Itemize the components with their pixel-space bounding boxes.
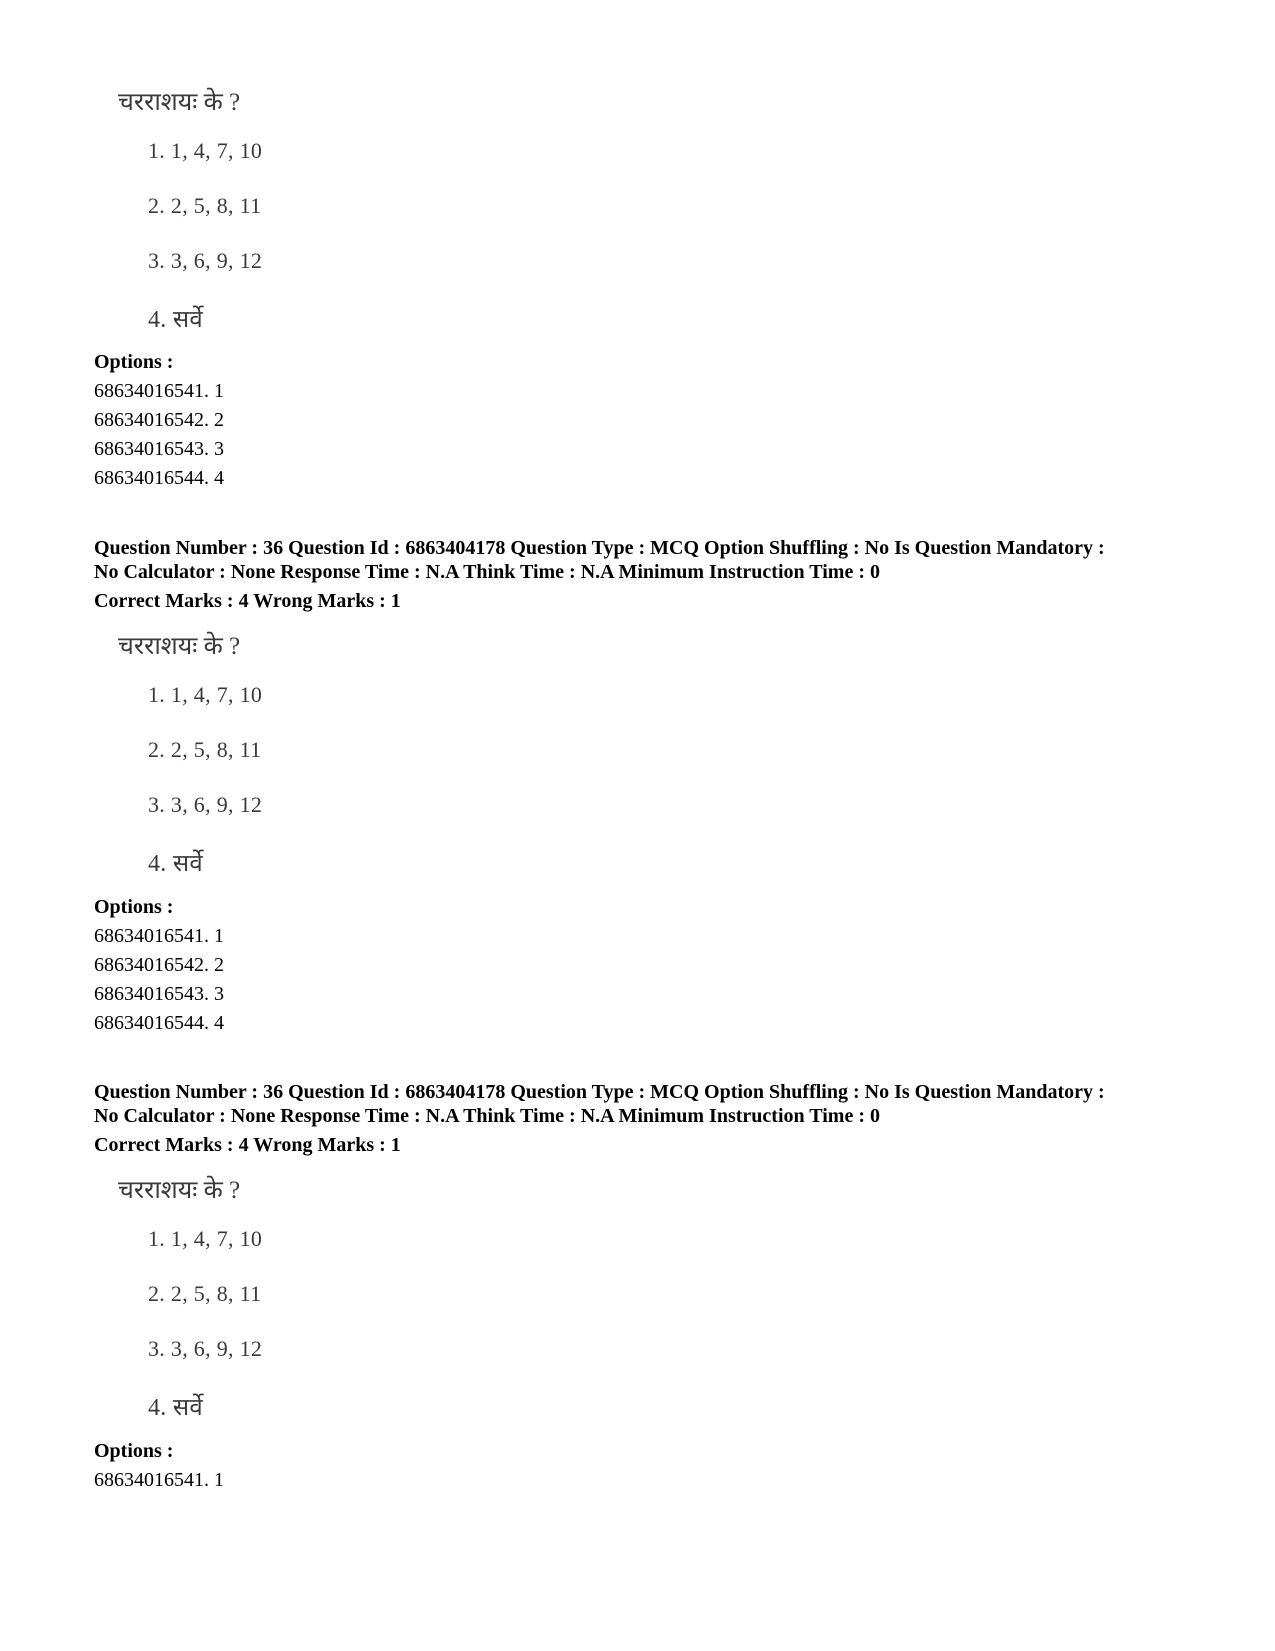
options-label: Options : bbox=[94, 351, 174, 373]
choice-2: 2. 2, 5, 8, 11 bbox=[148, 737, 262, 762]
options-block bbox=[94, 893, 594, 1038]
option-item: 68634016543. 3 bbox=[94, 438, 224, 460]
choice-1: 1. 1, 4, 7, 10 bbox=[148, 1226, 263, 1251]
question-marks: Correct Marks : 4 Wrong Marks : 1 bbox=[94, 1134, 401, 1156]
choice-4: 4. सर्वे bbox=[148, 1395, 204, 1421]
option-item: 68634016543. 3 bbox=[94, 983, 224, 1005]
choice-1: 1. 1, 4, 7, 10 bbox=[148, 682, 263, 707]
choice-3: 3. 3, 6, 9, 12 bbox=[148, 248, 263, 273]
options-label: Options : bbox=[94, 896, 174, 918]
choice-1: 1. 1, 4, 7, 10 bbox=[148, 138, 263, 163]
question-stem: चरराशयः के ? bbox=[118, 633, 241, 660]
question-meta bbox=[94, 536, 1194, 613]
option-item: 68634016541. 1 bbox=[94, 925, 224, 947]
choice-2: 2. 2, 5, 8, 11 bbox=[148, 1281, 262, 1306]
question-stem: चरराशयः के ? bbox=[118, 1177, 241, 1204]
options-label: Options : bbox=[94, 1440, 174, 1462]
option-item: 68634016542. 2 bbox=[94, 409, 224, 431]
question-marks: Correct Marks : 4 Wrong Marks : 1 bbox=[94, 590, 401, 612]
choice-3: 3. 3, 6, 9, 12 bbox=[148, 1336, 263, 1361]
question-meta bbox=[94, 1080, 1194, 1157]
option-item: 68634016541. 1 bbox=[94, 380, 224, 402]
question-stem: चरराशयः के ? bbox=[118, 89, 241, 116]
question-meta-line: Question Number : 36 Question Id : 6863404178 Question Type : MCQ Option Shuffling : No Is Question Mandatory : bbox=[94, 1081, 1105, 1103]
question-meta-line: Question Number : 36 Question Id : 6863404178 Question Type : MCQ Option Shuffling : No Is Question Mandatory : bbox=[94, 537, 1105, 559]
option-item: 68634016541. 1 bbox=[94, 1469, 224, 1491]
question-meta-line: No Calculator : None Response Time : N.A Think Time : N.A Minimum Instruction Time : 0 bbox=[94, 1105, 880, 1127]
question-meta-line: No Calculator : None Response Time : N.A Think Time : N.A Minimum Instruction Time : 0 bbox=[94, 561, 880, 583]
choice-4: 4. सर्वे bbox=[148, 851, 204, 877]
option-item: 68634016544. 4 bbox=[94, 467, 224, 489]
choice-4: 4. सर्वे bbox=[148, 307, 204, 333]
option-item: 68634016544. 4 bbox=[94, 1012, 224, 1034]
option-item: 68634016542. 2 bbox=[94, 954, 224, 976]
choice-2: 2. 2, 5, 8, 11 bbox=[148, 193, 262, 218]
options-block bbox=[94, 348, 594, 493]
choice-3: 3. 3, 6, 9, 12 bbox=[148, 792, 263, 817]
options-block bbox=[94, 1437, 594, 1495]
